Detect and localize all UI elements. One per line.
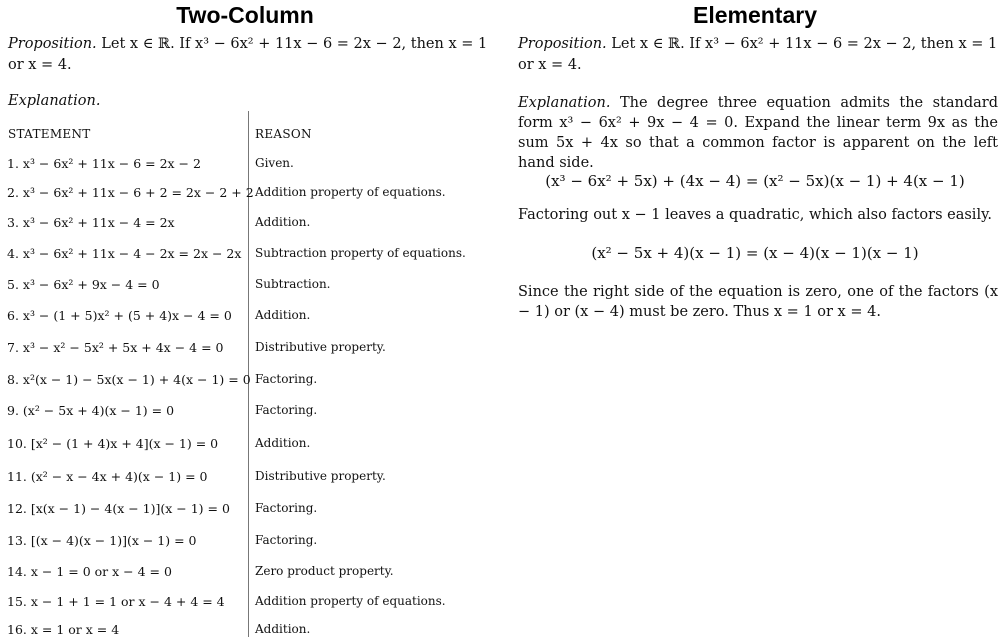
left-explanation-label: Explanation.: [8, 93, 101, 109]
reason-cell: Addition.: [255, 308, 311, 322]
proof-row: [0, 246, 490, 266]
right-explanation-text: The degree three equation admits the standard form x³ − 6x² + 9x − 4 = 0. Expand the linear term 9x as the sum 5x + 4x so that a common factor is apparent on the left hand side.: [518, 95, 999, 171]
proof-row: [0, 501, 490, 521]
reason-cell: Subtraction.: [255, 277, 331, 291]
reason-cell: Subtraction property of equations.: [255, 246, 466, 260]
statement-cell: 1. x³ − 6x² + 11x − 6 = 2x − 2: [7, 156, 201, 171]
two-column-title: Two-Column: [176, 2, 314, 28]
right-proposition: [518, 34, 998, 76]
right-proposition-text: Let x ∈ ℝ. If x³ − 6x² + 11x − 6 = 2x − 2, then x = 1 or x = 4.: [518, 36, 998, 73]
reason-header: REASON: [255, 127, 312, 141]
elementary-title: Elementary: [692, 2, 817, 28]
reason-cell: Zero product property.: [255, 564, 394, 578]
proof-row: [0, 372, 490, 392]
statement-cell: 13. [(x − 4)(x − 1)](x − 1) = 0: [7, 533, 197, 548]
left-proposition-label: Proposition.: [8, 36, 97, 52]
right-proposition-label: Proposition.: [518, 36, 607, 52]
reason-cell: Addition.: [255, 215, 311, 229]
reason-cell: Factoring.: [255, 403, 318, 417]
reason-cell: Distributive property.: [255, 469, 386, 483]
conclusion-text: Since the right side of the equation is zero, one of the factors (x − 1) or (x − 4) must be zero. Thus x = 1 or x = 4.: [518, 284, 998, 320]
statement-cell: 3. x³ − 6x² + 11x − 4 = 2x: [7, 215, 175, 230]
statement-header: STATEMENT: [8, 127, 91, 141]
proof-row: [0, 185, 490, 205]
reason-cell: Factoring.: [255, 501, 318, 515]
statement-cell: 7. x³ − x² − 5x² + 5x + 4x − 4 = 0: [7, 340, 224, 355]
proof-row: [0, 564, 490, 584]
proof-row: [0, 156, 490, 176]
statement-cell: 2. x³ − 6x² + 11x − 6 + 2 = 2x − 2 + 2: [7, 185, 254, 200]
reason-cell: Factoring.: [255, 372, 318, 386]
left-proposition: [8, 34, 494, 76]
statement-cell: 8. x²(x − 1) − 5x(x − 1) + 4(x − 1) = 0: [7, 372, 251, 387]
reason-cell: Factoring.: [255, 533, 318, 547]
right-explanation: [518, 93, 998, 173]
proof-row: [0, 308, 490, 328]
proof-row: [0, 277, 490, 297]
statement-cell: 12. [x(x − 1) − 4(x − 1)](x − 1) = 0: [7, 501, 230, 516]
reason-cell: Addition property of equations.: [255, 594, 446, 608]
proof-row: [0, 340, 490, 360]
reason-cell: Addition property of equations.: [255, 185, 446, 199]
statement-cell: 14. x − 1 = 0 or x − 4 = 0: [7, 564, 172, 579]
statement-cell: 16. x = 1 or x = 4: [7, 622, 120, 637]
statement-cell: 4. x³ − 6x² + 11x − 4 − 2x = 2x − 2x: [7, 246, 242, 261]
statement-cell: 10. [x² − (1 + 4)x + 4](x − 1) = 0: [7, 436, 219, 451]
reason-cell: Given.: [255, 156, 294, 170]
proof-row: [0, 594, 490, 614]
statement-cell: 9. (x² − 5x + 4)(x − 1) = 0: [7, 403, 175, 418]
proof-row: [0, 622, 490, 642]
reason-cell: Distributive property.: [255, 340, 386, 354]
statement-cell: 5. x³ − 6x² + 9x − 4 = 0: [7, 277, 160, 292]
proof-row: [0, 403, 490, 423]
statement-cell: 15. x − 1 + 1 = 1 or x − 4 + 4 = 4: [7, 594, 225, 609]
reason-cell: Addition.: [255, 622, 311, 636]
left-proposition-text: Let x ∈ ℝ. If x³ − 6x² + 11x − 6 = 2x − 2, then x = 1 or x = 4.: [8, 36, 488, 73]
equation-one: (x³ − 6x² + 5x) + (4x − 4) = (x² − 5x)(x − 1) + 4(x − 1): [545, 172, 965, 190]
statement-cell: 6. x³ − (1 + 5)x² + (5 + 4)x − 4 = 0: [7, 308, 232, 323]
reason-cell: Addition.: [255, 436, 311, 450]
proof-row: [0, 533, 490, 553]
proof-row: [0, 469, 490, 489]
proof-row: [0, 436, 490, 456]
statement-cell: 11. (x² − x − 4x + 4)(x − 1) = 0: [7, 469, 208, 484]
right-explanation-label: Explanation.: [518, 95, 611, 111]
middle-text: Factoring out x − 1 leaves a quadratic, which also factors easily.: [518, 207, 992, 223]
equation-two: (x² − 5x + 4)(x − 1) = (x − 4)(x − 1)(x − 1): [591, 244, 919, 262]
proof-row: [0, 215, 490, 235]
